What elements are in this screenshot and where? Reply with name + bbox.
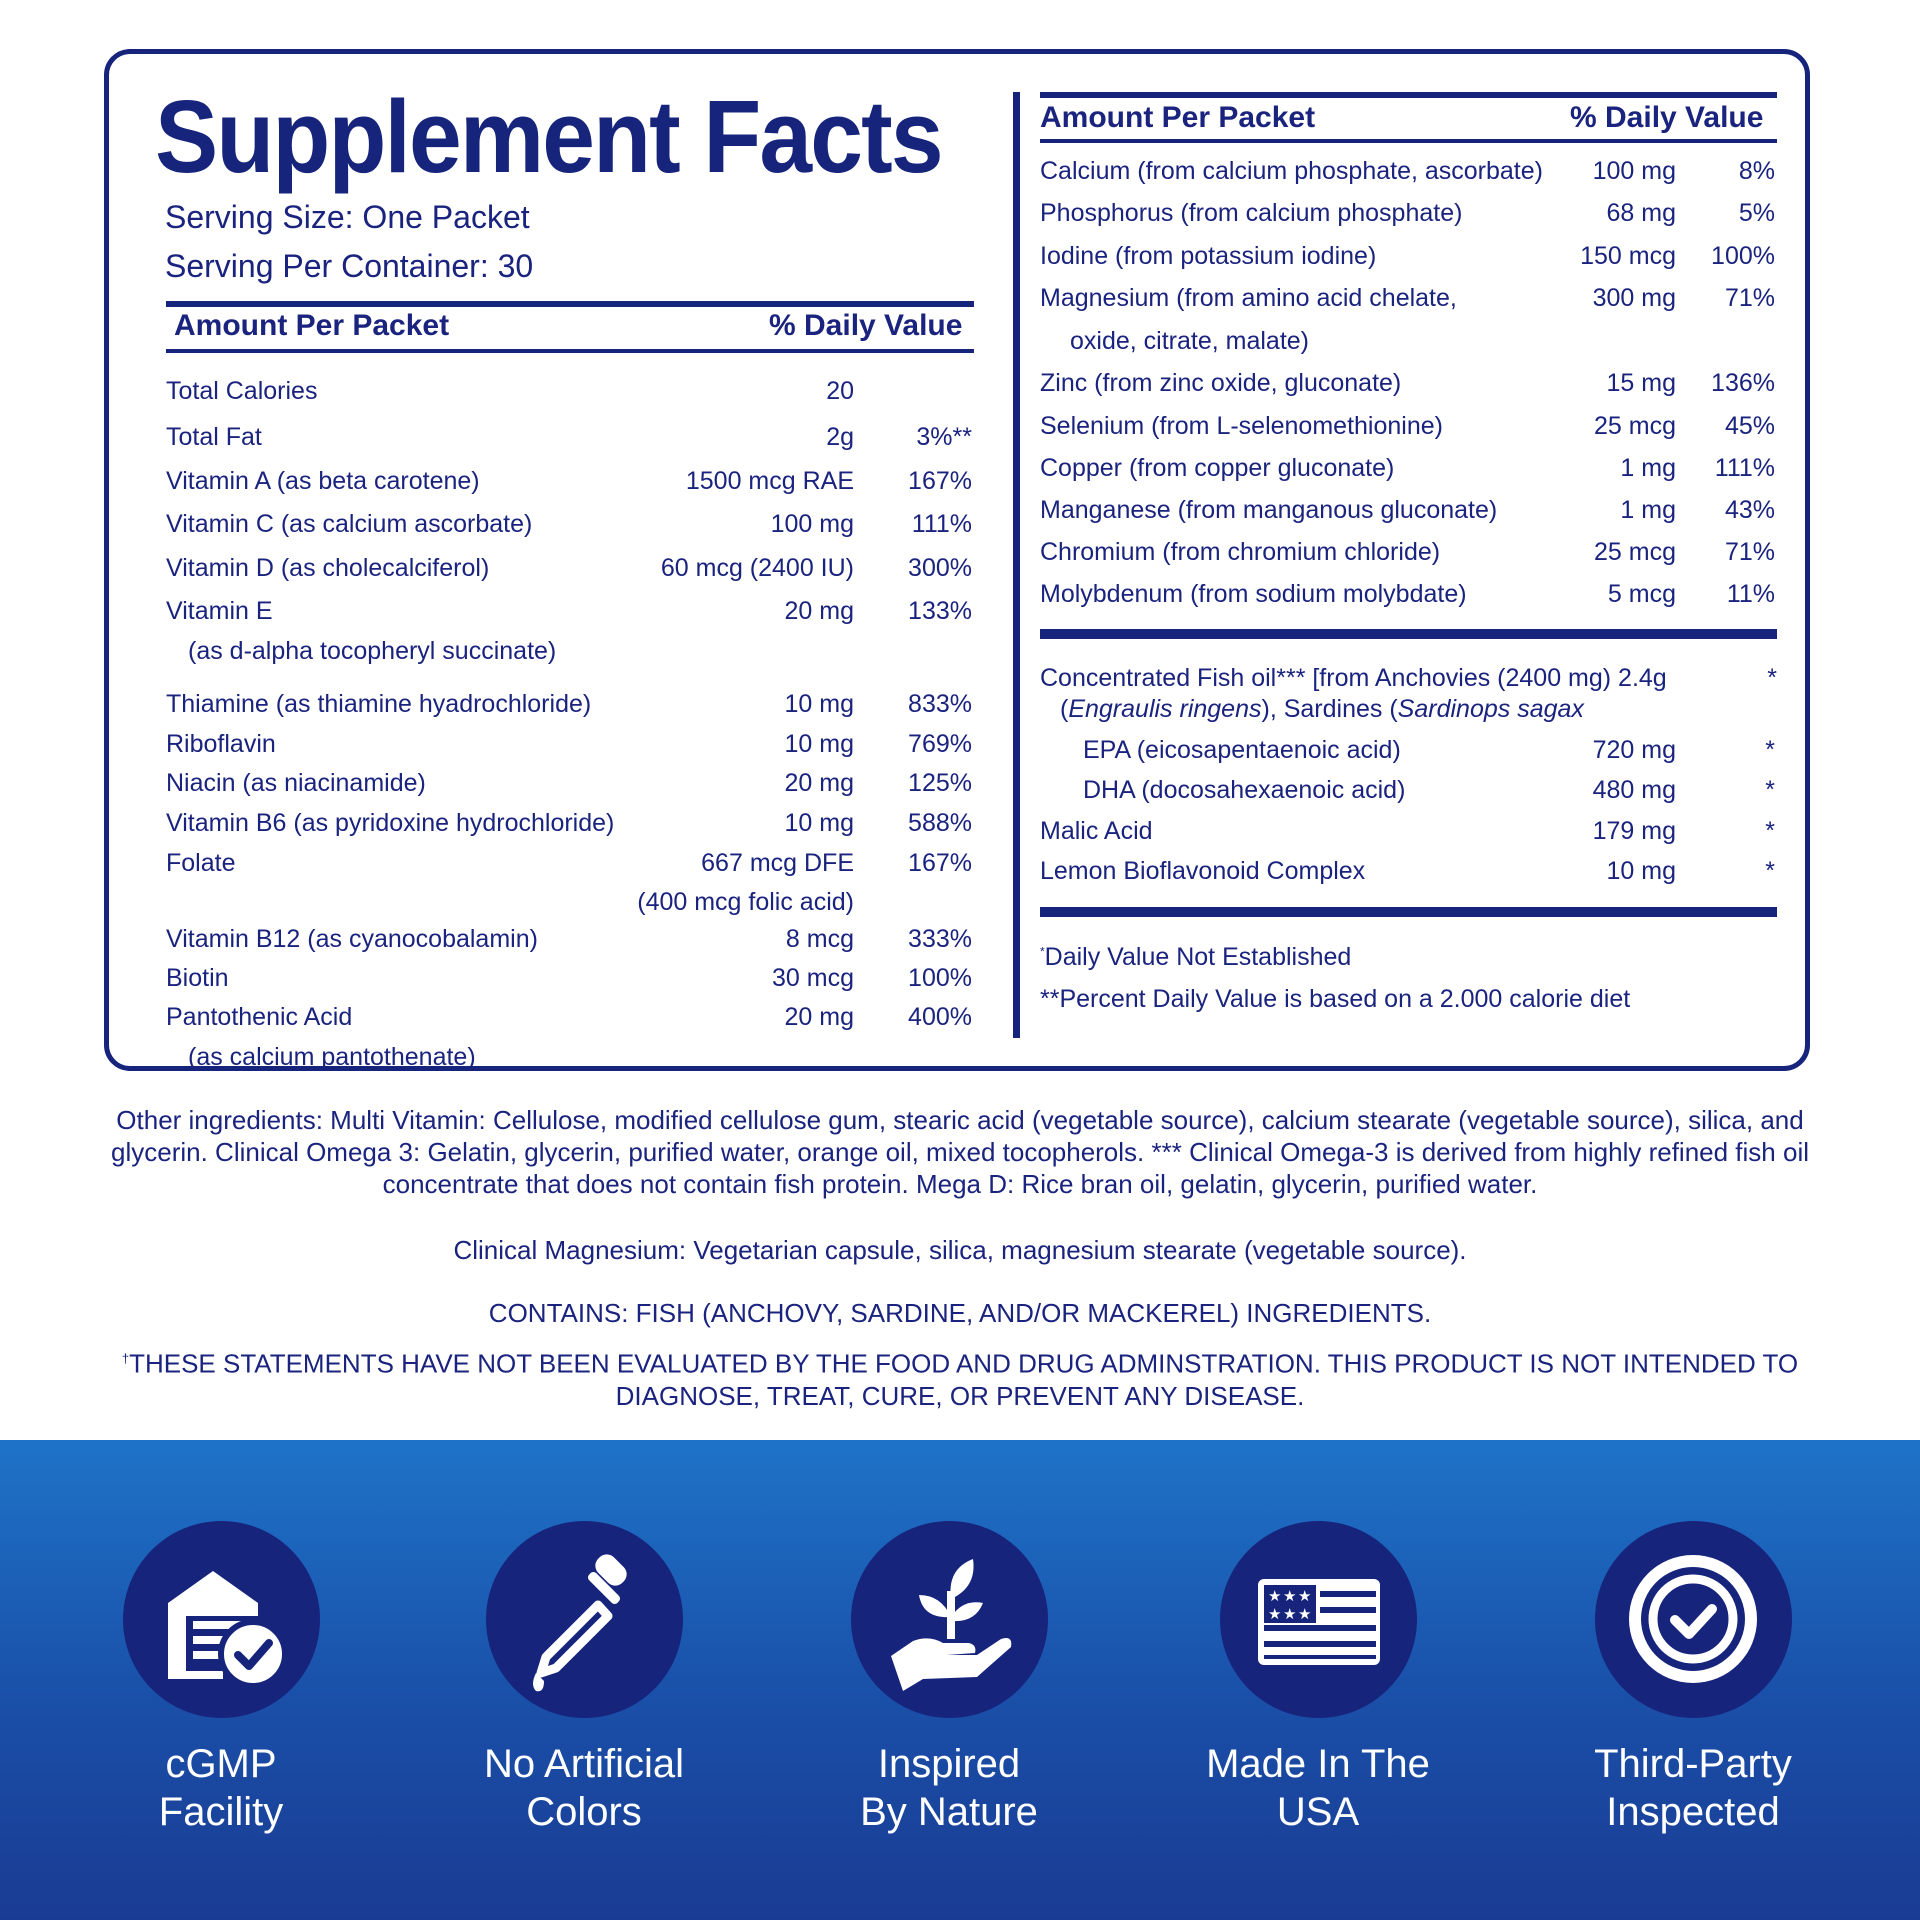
nutrient-name: Total Fat — [166, 423, 262, 451]
nutrient-row — [166, 964, 974, 994]
nutrient-name: Vitamin B6 (as pyridoxine hydrochloride) — [166, 809, 615, 837]
mineral-dv: 5% — [1738, 199, 1775, 227]
nutrient-name: Pantothenic Acid — [166, 1003, 353, 1031]
label-title: Supplement Facts — [155, 79, 942, 194]
footnote-mark: * — [1040, 944, 1045, 959]
nutrient-row — [166, 769, 974, 799]
badge-line2: By Nature — [860, 1790, 1038, 1834]
mineral-amount: 150 mcg — [1580, 242, 1676, 270]
mineral-amount: 68 mg — [1606, 199, 1676, 227]
nutrient-amount: 8 mcg — [785, 925, 854, 953]
fish-oil-dv: * — [1767, 664, 1777, 692]
magnesium-ingredients: Clinical Magnesium: Vegetarian capsule, silica, magnesium stearate (vegetable source). — [453, 1235, 1467, 1265]
nutrient-name: Niacin (as niacinamide) — [166, 769, 426, 797]
nutrient-row — [166, 690, 974, 720]
nutrient-dv: 833% — [908, 690, 972, 718]
mineral-amount: 1 mg — [1620, 496, 1676, 524]
badge-line1: No Artificial — [483, 1742, 685, 1786]
right-header-dv: % Daily Value — [1570, 101, 1764, 134]
nutrient-name: Vitamin B12 (as cyanocobalamin) — [166, 925, 538, 953]
nutrient-source: (as d-alpha tocopheryl succinate) — [188, 637, 557, 665]
nutrient-amount: 20 — [826, 377, 854, 405]
nutrient-dv: 167% — [908, 849, 972, 877]
ingredient-amount: 480 mg — [1592, 776, 1676, 804]
mineral-row — [1040, 199, 1777, 229]
badge-line2: Inspected — [1606, 1790, 1780, 1834]
badge-label-colors — [424, 1740, 744, 1836]
badge-line2: USA — [1276, 1790, 1360, 1834]
seal-check-icon — [1595, 1521, 1792, 1718]
nutrient-row — [166, 849, 974, 916]
nutrient-name: Biotin — [166, 964, 229, 992]
nutrient-dv: 300% — [908, 554, 972, 582]
ingredient-row — [1040, 817, 1777, 847]
nutrient-row — [166, 925, 974, 955]
mineral-name: Phosphorus (from calcium phosphate) — [1040, 199, 1463, 227]
right-bottom-rule — [1040, 907, 1777, 917]
facility-check-icon — [123, 1521, 320, 1718]
nutrient-amount: 100 mg — [770, 510, 854, 538]
nutrient-source: (as calcium pantothenate) — [188, 1043, 476, 1071]
mineral-name: Selenium (from L-selenomethionine) — [1040, 412, 1443, 440]
nutrient-row — [166, 1003, 974, 1071]
nutrient-amount: 667 mcg DFE — [701, 849, 854, 877]
badge-label-cgmp — [61, 1740, 381, 1836]
mineral-name: Zinc (from zinc oxide, gluconate) — [1040, 369, 1402, 397]
mineral-row — [1040, 496, 1777, 526]
nutrient-amount: 10 mg — [784, 730, 854, 758]
mineral-dv: 111% — [1714, 454, 1775, 482]
fish-oil-row — [1040, 664, 1777, 694]
ingredient-row — [1040, 736, 1777, 766]
nutrient-amount: 20 mg — [784, 597, 854, 625]
nutrient-name: Vitamin E — [166, 597, 273, 625]
mineral-dv: 8% — [1738, 157, 1775, 185]
nutrient-dv: 3%** — [916, 423, 972, 451]
nutrient-dv: 100% — [908, 964, 972, 992]
mineral-amount: 25 mcg — [1594, 538, 1676, 566]
nutrient-name: Vitamin D (as cholecalciferol) — [166, 554, 490, 582]
nutrient-dv: 588% — [908, 809, 972, 837]
svg-text:★: ★ — [1268, 1587, 1282, 1605]
nutrient-name: Vitamin A (as beta carotene) — [166, 467, 480, 495]
ingredient-row — [1040, 776, 1777, 806]
badge-line1: Inspired — [877, 1742, 1021, 1786]
plant-hand-icon — [851, 1521, 1048, 1718]
mineral-amount: 5 mcg — [1607, 580, 1676, 608]
mineral-dv: 45% — [1724, 412, 1775, 440]
usa-flag-icon — [1220, 1521, 1417, 1718]
dagger-mark: † — [121, 1351, 130, 1366]
mineral-name: Molybdenum (from sodium molybdate) — [1040, 580, 1467, 608]
allergen-statement: CONTAINS: FISH (ANCHOVY, SARDINE, AND/OR MACKEREL) INGREDIENTS. — [488, 1298, 1432, 1328]
servings-per-container: Serving Per Container: 30 — [165, 248, 534, 284]
nutrient-amount: 20 mg — [784, 1003, 854, 1031]
svg-text:★: ★ — [1283, 1605, 1297, 1623]
nutrient-name: Thiamine (as thiamine hyadrochloride) — [166, 690, 592, 718]
badge-label-usa — [1158, 1740, 1478, 1836]
disclaimer-text: THESE STATEMENTS HAVE NOT BEEN EVALUATED BY THE FOOD AND DRUG ADMINSTRATION. THIS PRODUCT IS NOT INTENDED TO DIAGNOSE, TREAT, CURE, OR PREVENT ANY DISEASE. — [129, 1348, 1799, 1411]
mineral-amount: 100 mg — [1592, 157, 1676, 185]
mineral-row — [1040, 242, 1777, 272]
nutrient-dv: 133% — [908, 597, 972, 625]
svg-text:★: ★ — [1268, 1605, 1282, 1623]
badge-line2: Facility — [158, 1790, 284, 1834]
badge-line1: Third-Party — [1594, 1742, 1792, 1786]
ingredient-dv: * — [1765, 857, 1775, 885]
mineral-amount: 300 mg — [1592, 284, 1676, 312]
right-header-amount: Amount Per Packet — [1040, 101, 1316, 134]
other-ingredients: Other ingredients: Multi Vitamin: Cellulose, modified cellulose gum, stearic acid (vegetable source), calcium stearate (vegetable source), silica, and glycerin. Clinical Omega 3: Gelatin, glycerin, purified water, orange oil, mixed tocopherols. *** Clinical Omega-3 is derived from highly refined fish oil concentrate that does not contain fish protein. Mega D: Rice bran oil, gelatin, glycerin, purified water. — [111, 1105, 1809, 1199]
nutrient-row — [166, 554, 974, 584]
nutrient-amount: 2g — [826, 423, 854, 451]
nutrient-dv: 400% — [908, 1003, 972, 1031]
mineral-name: Chromium (from chromium chloride) — [1040, 538, 1441, 566]
footnote-daily-value — [1040, 943, 1351, 972]
mineral-amount: 25 mcg — [1594, 412, 1676, 440]
nutrient-dv: 125% — [908, 769, 972, 797]
nutrient-row — [166, 467, 974, 497]
nutrient-name: Riboflavin — [166, 730, 276, 758]
svg-text:★: ★ — [1283, 1587, 1297, 1605]
nutrient-row — [166, 377, 974, 407]
svg-text:★: ★ — [1298, 1605, 1312, 1623]
ingredient-name: Malic Acid — [1040, 817, 1153, 845]
fish-oil-name: Concentrated Fish oil*** [from Anchovies (2400 mg) 2.4g — [1040, 664, 1667, 692]
mineral-row — [1040, 538, 1777, 568]
mineral-name: Magnesium (from amino acid chelate, — [1040, 284, 1457, 312]
column-divider — [1013, 92, 1020, 1038]
mineral-dv: 100% — [1711, 242, 1775, 270]
mineral-row — [1040, 454, 1777, 484]
serving-size: Serving Size: One Packet — [165, 199, 530, 235]
footnote-percent: **Percent Daily Value is based on a 2.000 calorie diet — [1040, 985, 1631, 1013]
fish-oil-sardines: ), Sardines ( — [1261, 695, 1398, 723]
fish-oil-paren: ( — [1060, 695, 1069, 723]
left-header-bottom-rule — [166, 349, 974, 353]
right-mid-rule — [1040, 629, 1777, 639]
fish-oil-sources — [1060, 695, 1584, 725]
ingredient-amount: 720 mg — [1592, 736, 1676, 764]
nutrient-amount: 1500 mcg RAE — [685, 467, 854, 495]
fda-disclaimer — [120, 1343, 1800, 1412]
mineral-name: Copper (from copper gluconate) — [1040, 454, 1395, 482]
mineral-dv: 71% — [1724, 538, 1775, 566]
sardine-species: Sardinops sagax — [1397, 695, 1584, 723]
mineral-source: oxide, citrate, malate) — [1070, 327, 1309, 355]
nutrient-dv: 167% — [908, 467, 972, 495]
mineral-dv: 136% — [1711, 369, 1775, 397]
nutrient-dv: 111% — [911, 510, 972, 538]
left-header-top-rule — [166, 301, 974, 307]
left-header-amount: Amount Per Packet — [174, 309, 450, 342]
mineral-name: Manganese (from manganous gluconate) — [1040, 496, 1498, 524]
mineral-row — [1040, 412, 1777, 442]
nutrient-row — [166, 809, 974, 839]
nutrient-amount: 60 mcg (2400 IU) — [660, 554, 854, 582]
nutrient-row — [166, 730, 974, 760]
right-header-bottom-rule — [1040, 139, 1777, 143]
badge-line1: Made In The — [1206, 1742, 1430, 1786]
ingredient-row — [1040, 857, 1777, 887]
mineral-row — [1040, 369, 1777, 399]
mineral-name: Calcium (from calcium phosphate, ascorbate) — [1040, 157, 1543, 185]
ingredient-dv: * — [1765, 736, 1775, 764]
nutrient-name: Vitamin C (as calcium ascorbate) — [166, 510, 533, 538]
nutrient-amount: 10 mg — [784, 690, 854, 718]
mineral-name: Iodine (from potassium iodine) — [1040, 242, 1377, 270]
badge-label-nature — [789, 1740, 1109, 1836]
dropper-icon — [486, 1521, 683, 1718]
nutrient-dv: 769% — [908, 730, 972, 758]
mineral-row — [1040, 284, 1777, 355]
ingredient-amount: 10 mg — [1606, 857, 1676, 885]
nutrient-amount: 10 mg — [784, 809, 854, 837]
nutrient-name: Folate — [166, 849, 236, 877]
nutrient-row — [166, 597, 974, 665]
nutrient-amount: 30 mcg — [772, 964, 854, 992]
nutrient-amount: 20 mg — [784, 769, 854, 797]
right-header-top-rule — [1040, 92, 1777, 98]
anchovy-species: Engraulis ringens — [1068, 695, 1262, 723]
mineral-amount: 15 mg — [1606, 369, 1676, 397]
nutrient-row — [166, 423, 974, 453]
nutrient-name: Total Calories — [166, 377, 318, 405]
nutrient-amount-note: (400 mcg folic acid) — [637, 888, 854, 916]
badge-line2: Colors — [526, 1790, 642, 1834]
badge-label-inspected — [1533, 1740, 1853, 1836]
ingredient-dv: * — [1765, 817, 1775, 845]
ingredient-name: DHA (docosahexaenoic acid) — [1083, 776, 1406, 804]
mineral-row — [1040, 157, 1777, 187]
svg-text:★: ★ — [1298, 1587, 1312, 1605]
mineral-dv: 11% — [1726, 580, 1775, 608]
nutrient-dv: 333% — [908, 925, 972, 953]
ingredient-name: Lemon Bioflavonoid Complex — [1040, 857, 1366, 885]
badge-line1: cGMP — [165, 1742, 277, 1786]
mineral-row — [1040, 580, 1777, 610]
ingredient-name: EPA (eicosapentaenoic acid) — [1083, 736, 1401, 764]
mineral-dv: 71% — [1724, 284, 1775, 312]
ingredient-dv: * — [1765, 776, 1775, 804]
nutrient-row — [166, 510, 974, 540]
left-header-dv: % Daily Value — [769, 309, 963, 342]
mineral-dv: 43% — [1724, 496, 1775, 524]
mineral-amount: 1 mg — [1620, 454, 1676, 482]
ingredient-amount: 179 mg — [1592, 817, 1676, 845]
footnote-text: Daily Value Not Established — [1044, 943, 1352, 971]
